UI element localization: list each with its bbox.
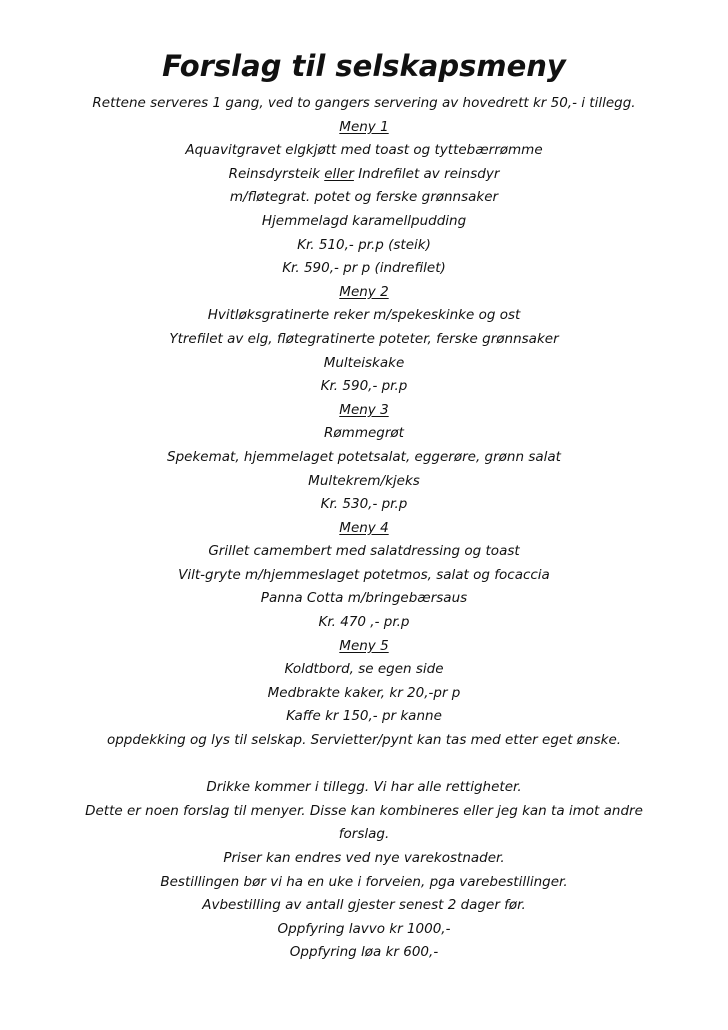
menu-item: Rømmegrøt [324,425,404,442]
main-course-before: Reinsdyrsteik [228,165,325,182]
menu-heading-label: Meny 1 [339,118,389,135]
main-course-emphasis: eller [324,165,354,182]
menu-item: Hvitløksgratinerte reker m/spekeskinke og ost [207,307,521,324]
note-line: forslag. [338,826,390,843]
menu-heading [0,399,728,423]
menu-item: Hjemmelagd karamellpudding [261,212,467,229]
note-line: Avbestilling av antall gjester senest 2 dager før. [202,897,526,914]
menu-section-5 [0,635,728,753]
menu-item-main-course [0,163,728,187]
menu-item: Panna Cotta m/bringebærsaus [260,590,468,607]
menu-heading-label: Meny 4 [339,519,389,536]
menu-item: Spekemat, hjemmelaget potetsalat, eggerøre, grønn salat [167,448,561,465]
menu-item: Multeiskake [323,354,405,371]
menu-item: Aquavitgravet elgkjøtt med toast og tyttebærrømme [185,142,543,159]
note-line: Dette er noen forslag til menyer. Disse kan kombineres eller jeg kan ta imot andre [85,802,643,819]
menu-heading [0,635,728,659]
menu-heading [0,517,728,541]
menu-item: Multekrem/kjeks [308,472,420,489]
menu-heading [0,281,728,305]
menu-section-4 [0,517,728,635]
menu-heading-label: Meny 3 [339,401,389,418]
menu-heading-label: Meny 5 [339,637,389,654]
menu-item: Koldtbord, se egen side [284,661,444,678]
menu-item: Medbrakte kaker, kr 20,-pr p [267,684,461,701]
menu-heading-label: Meny 2 [339,283,389,300]
menu-content [0,92,728,965]
section-spacer [0,753,728,777]
menu-price: Kr. 510,- pr.p (steik) [297,236,431,253]
note-line: Bestillingen bør vi ha en uke i forveien, pga varebestillinger. [160,873,568,890]
menu-section-2 [0,281,728,399]
note-line: Oppfyring løa kr 600,- [289,944,439,961]
menu-section-1 [0,116,728,281]
notes-section [0,776,728,965]
menu-price: Kr. 590,- pr.p [320,378,408,395]
menu-item: Ytrefilet av elg, fløtegratinerte poteter, ferske grønnsaker [169,330,559,347]
menu-heading [0,116,728,140]
menu-price: Kr. 470 ,- pr.p [318,614,410,631]
main-course-after: Indrefilet av reinsdyr [353,165,500,182]
menu-item: Vilt-gryte m/hjemmeslaget potetmos, salat og focaccia [178,566,550,583]
intro-text: Rettene serveres 1 gang, ved to gangers servering av hovedrett kr 50,- i tillegg. [92,95,636,111]
menu-section-3 [0,399,728,517]
note-line: Oppfyring lavvo kr 1000,- [277,920,451,937]
note-line: Drikke kommer i tillegg. Vi har alle rettigheter. [206,779,522,796]
menu-item: m/fløtegrat. potet og ferske grønnsaker [229,189,499,206]
menu-price: Kr. 590,- pr p (indrefilet) [282,260,446,277]
menu-item: oppdekking og lys til selskap. Servietter/pynt kan tas med etter eget ønske. [106,732,622,749]
page-title: Forslag til selskapsmeny [162,49,566,83]
menu-item: Grillet camembert med salatdressing og toast [208,543,520,560]
menu-item: Kaffe kr 150,- pr kanne [286,708,442,725]
note-line: Priser kan endres ved nye varekostnader. [223,850,505,866]
menu-price: Kr. 530,- pr.p [320,496,408,513]
